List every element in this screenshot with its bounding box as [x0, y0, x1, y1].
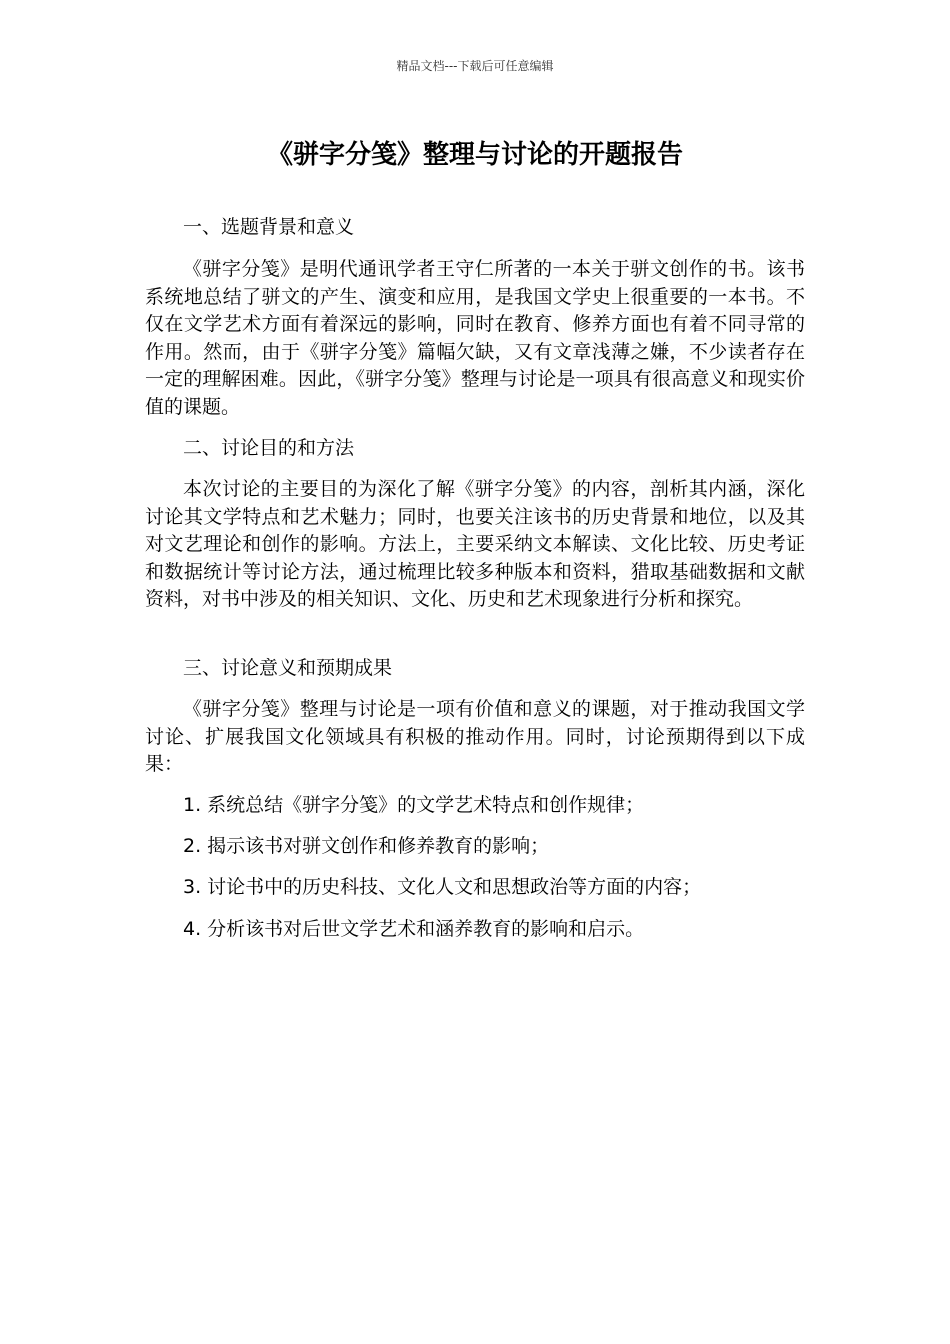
list-item-text: 2. 揭示该书对骈文创作和修养教育的影响；: [183, 835, 550, 857]
section-heading-significance-results: [145, 655, 805, 683]
paragraph-text: 《骈字分笺》整理与讨论是一项有价值和意义的课题，对于推动我国文学讨论、扩展我国文化领域具有积极的推动作用。同时，讨论预期得到以下成果：: [145, 698, 805, 775]
page-header-note: 精品文档---下载后可任意编辑: [396, 59, 554, 73]
list-item: [145, 792, 805, 820]
paragraph-text: 本次讨论的主要目的为深化了解《骈字分笺》的内容，剖析其内涵，深化讨论其文学特点和艺术魅力；同时，也要关注该书的历史背景和地位，以及其对文艺理论和创作的影响。方法上，主要采纳文本解读、文化比较、历史考证和数据统计等讨论方法，通过梳理比较多种版本和资料，猎取基础数据和文献资料，对书中涉及的相关知识、文化、历史和艺术现象进行分析和探究。: [145, 478, 805, 610]
section-paragraph-background: [145, 256, 805, 421]
list-item-text: 4. 分析该书对后世文学艺术和涵养教育的影响和启示。: [183, 918, 645, 940]
paragraph-text: 《骈字分笺》是明代通讯学者王守仁所著的一本关于骈文创作的书。该书系统地总结了骈文的产生、演变和应用，是我国文学史上很重要的一本书。不仅在文学艺术方面有着深远的影响，同时在教育、修养方面也有着不同寻常的作用。然而，由于《骈字分笺》篇幅欠缺，又有文章浅薄之嫌，不少读者存在一定的理解困难。因此，《骈字分笺》整理与讨论是一项具有很高意义和现实价值的课题。: [145, 258, 805, 418]
document-title: 《骈字分笺》整理与讨论的开题报告: [266, 140, 683, 170]
section-heading-text: 二、讨论目的和方法: [183, 437, 355, 459]
list-item: [145, 916, 805, 944]
section-heading-background: [145, 214, 805, 242]
section-heading-text: 一、选题背景和意义: [183, 216, 355, 238]
section-paragraph-purpose-method: [145, 476, 805, 614]
section-heading-purpose-method: [145, 435, 805, 463]
section-paragraph-significance-results: [145, 696, 805, 779]
list-item: [145, 833, 805, 861]
list-item-text: 3. 讨论书中的历史科技、文化人文和思想政治等方面的内容；: [183, 876, 702, 898]
section-heading-text: 三、讨论意义和预期成果: [183, 657, 393, 679]
list-item: [145, 874, 805, 902]
list-item-text: 1. 系统总结《骈字分笺》的文学艺术特点和创作规律；: [183, 794, 645, 816]
